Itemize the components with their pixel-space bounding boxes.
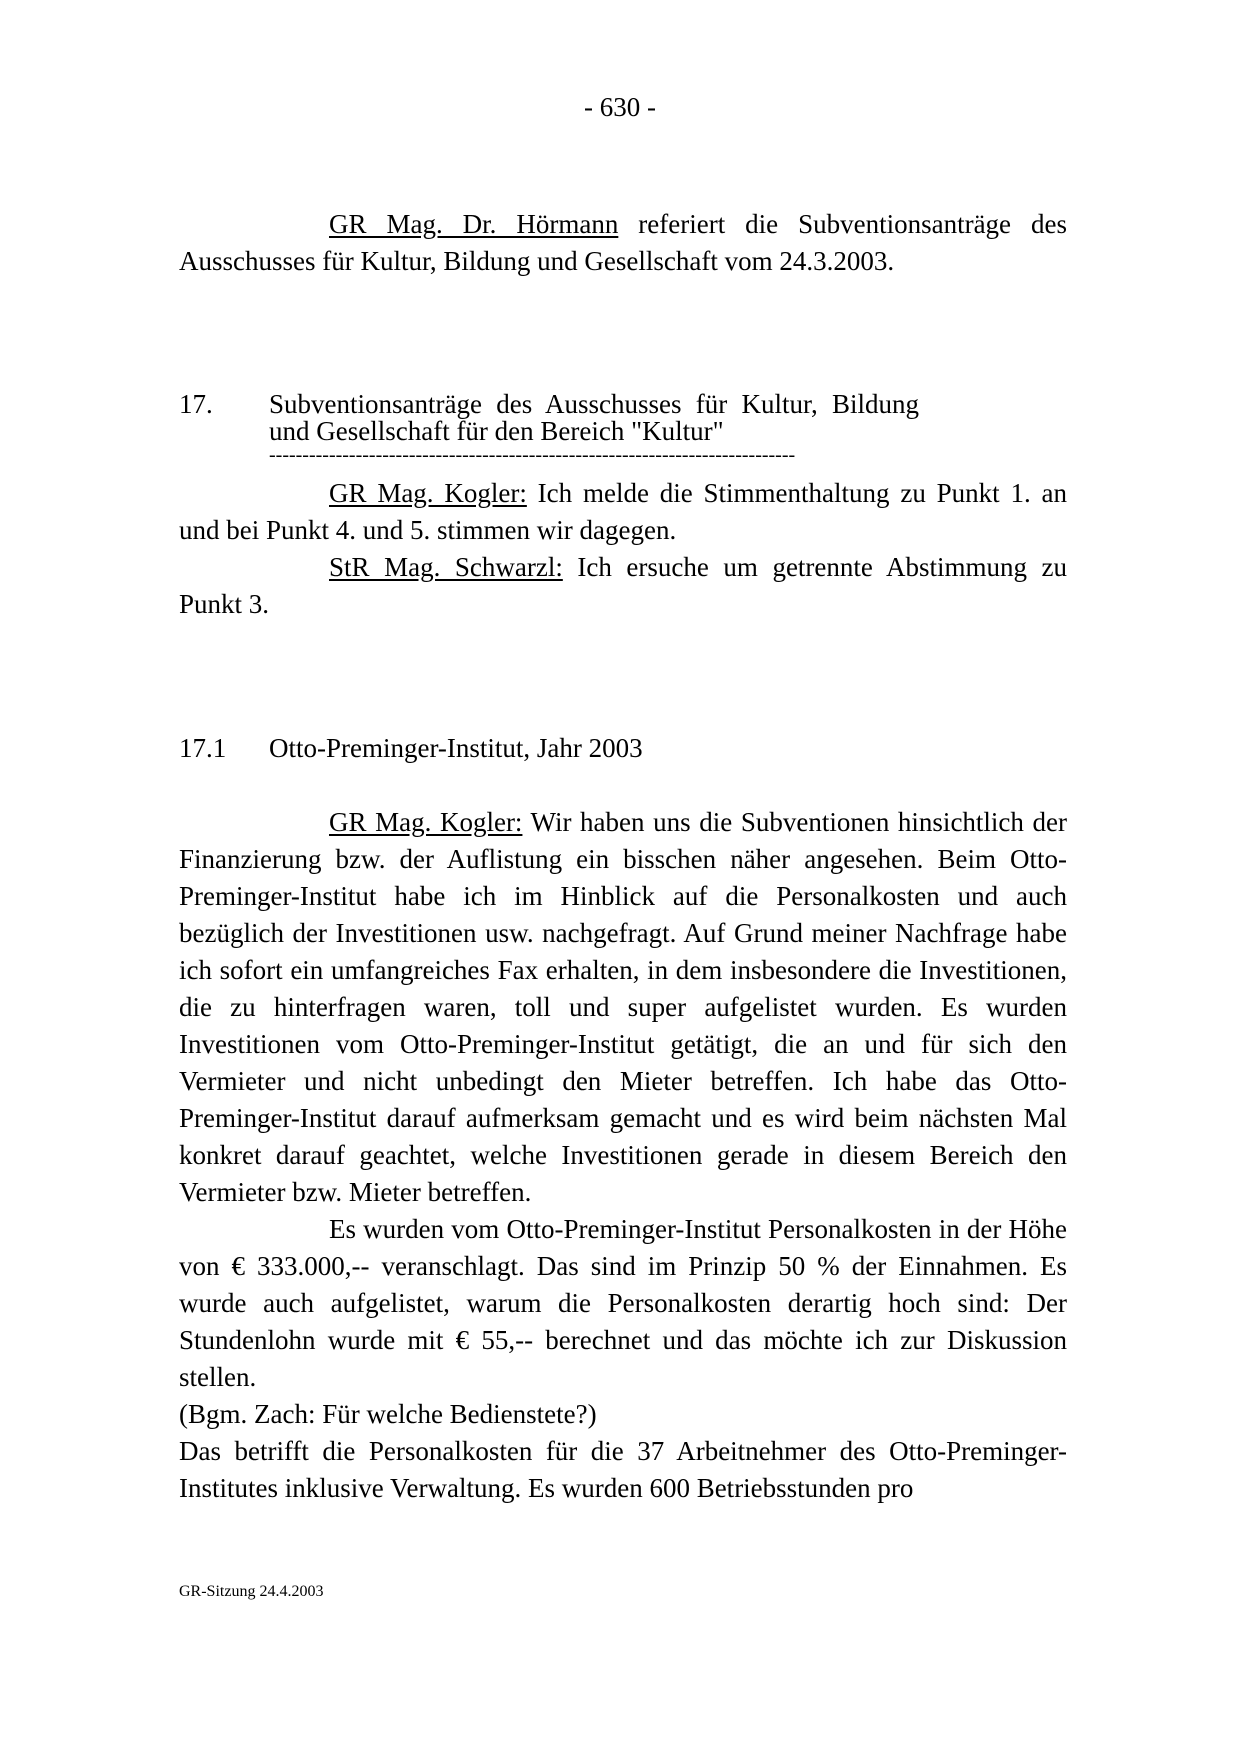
item-number: 17. (179, 389, 213, 419)
item-title: Otto-Preminger-Institut, Jahr 2003 (269, 733, 643, 763)
intro-paragraph (179, 206, 1067, 280)
paragraph-3: Das betrifft die Personalkosten für die 37 Arbeitnehmer des Otto-Preminger-Institutes inklusive Verwaltung. Es wurden 600 Betriebsstunden pro (179, 1436, 1067, 1503)
footer: GR-Sitzung 24.4.2003 (179, 1583, 324, 1600)
statement-text: Ich melde die Stimmenthaltung zu Punkt 1. an und bei Punkt 4. und 5. stimmen wir dagegen. (179, 478, 1067, 545)
speaker-name: GR Mag. Kogler: (329, 807, 523, 837)
item-title: Subventionsanträge des Ausschusses für Kultur, Bildung und Gesellschaft für den Bereich "Kultur" (269, 389, 919, 446)
separator-line: ------------------------------------------------------------------------------- (269, 444, 796, 466)
speaker-name: GR Mag. Kogler: (329, 478, 527, 508)
intro-text: referiert die Subventionsanträge des Ausschusses für Kultur, Bildung und Gesellschaft vom 24.3.2003. (179, 209, 1067, 276)
statement-schwarzl (179, 549, 1067, 623)
speaker-name: StR Mag. Schwarzl: (329, 552, 563, 582)
paragraph-2: Es wurden vom Otto-Preminger-Institut Personalkosten in der Höhe von € 333.000,-- veranschlagt. Das sind im Prinzip 50 % der Einnahmen. Es wurde auch aufgelistet, warum die Personalkosten derartig hoch sind: Der Stundenlohn wurde mit € 55,-- berechnet und das möchte ich zur Diskussion stellen. (179, 1214, 1067, 1392)
interjection: (Bgm. Zach: Für welche Bedienstete?) (179, 1399, 597, 1429)
page-number: - 630 - (584, 92, 656, 122)
paragraph-1 (179, 804, 1067, 1211)
paragraph-text: Wir haben uns die Subventionen hinsichtlich der Finanzierung bzw. der Auflistung ein bisschen näher angesehen. Beim Otto-Preminger-Institut habe ich im Hinblick auf die Personalkosten und auch bezüglich der Investitionen usw. nachgefragt. Auf Grund meiner Nachfrage habe ich sofort ein umfangreiches Fax erhalten, in dem insbesondere die Investitionen, die zu hinterfragen waren, toll und super aufgelistet wurden. Es wurden Investitionen vom Otto-Preminger-Institut getätigt, die an und für sich den Vermieter und nicht unbedingt den Mieter betreffen. Ich habe das Otto-Preminger-Institut darauf aufmerksam gemacht und es wird beim nächsten Mal konkret darauf geachtet, welche Investitionen gerade in diesem Bereich den Vermieter bzw. Mieter betreffen. (179, 807, 1067, 1207)
speaker-name: GR Mag. Dr. Hörmann (329, 209, 619, 239)
item-number: 17.1 (179, 733, 227, 763)
statement-body (179, 804, 1067, 1507)
statement-text: Ich ersuche um getrennte Abstimmung zu Punkt 3. (179, 552, 1067, 619)
statement-kogler (179, 475, 1067, 549)
